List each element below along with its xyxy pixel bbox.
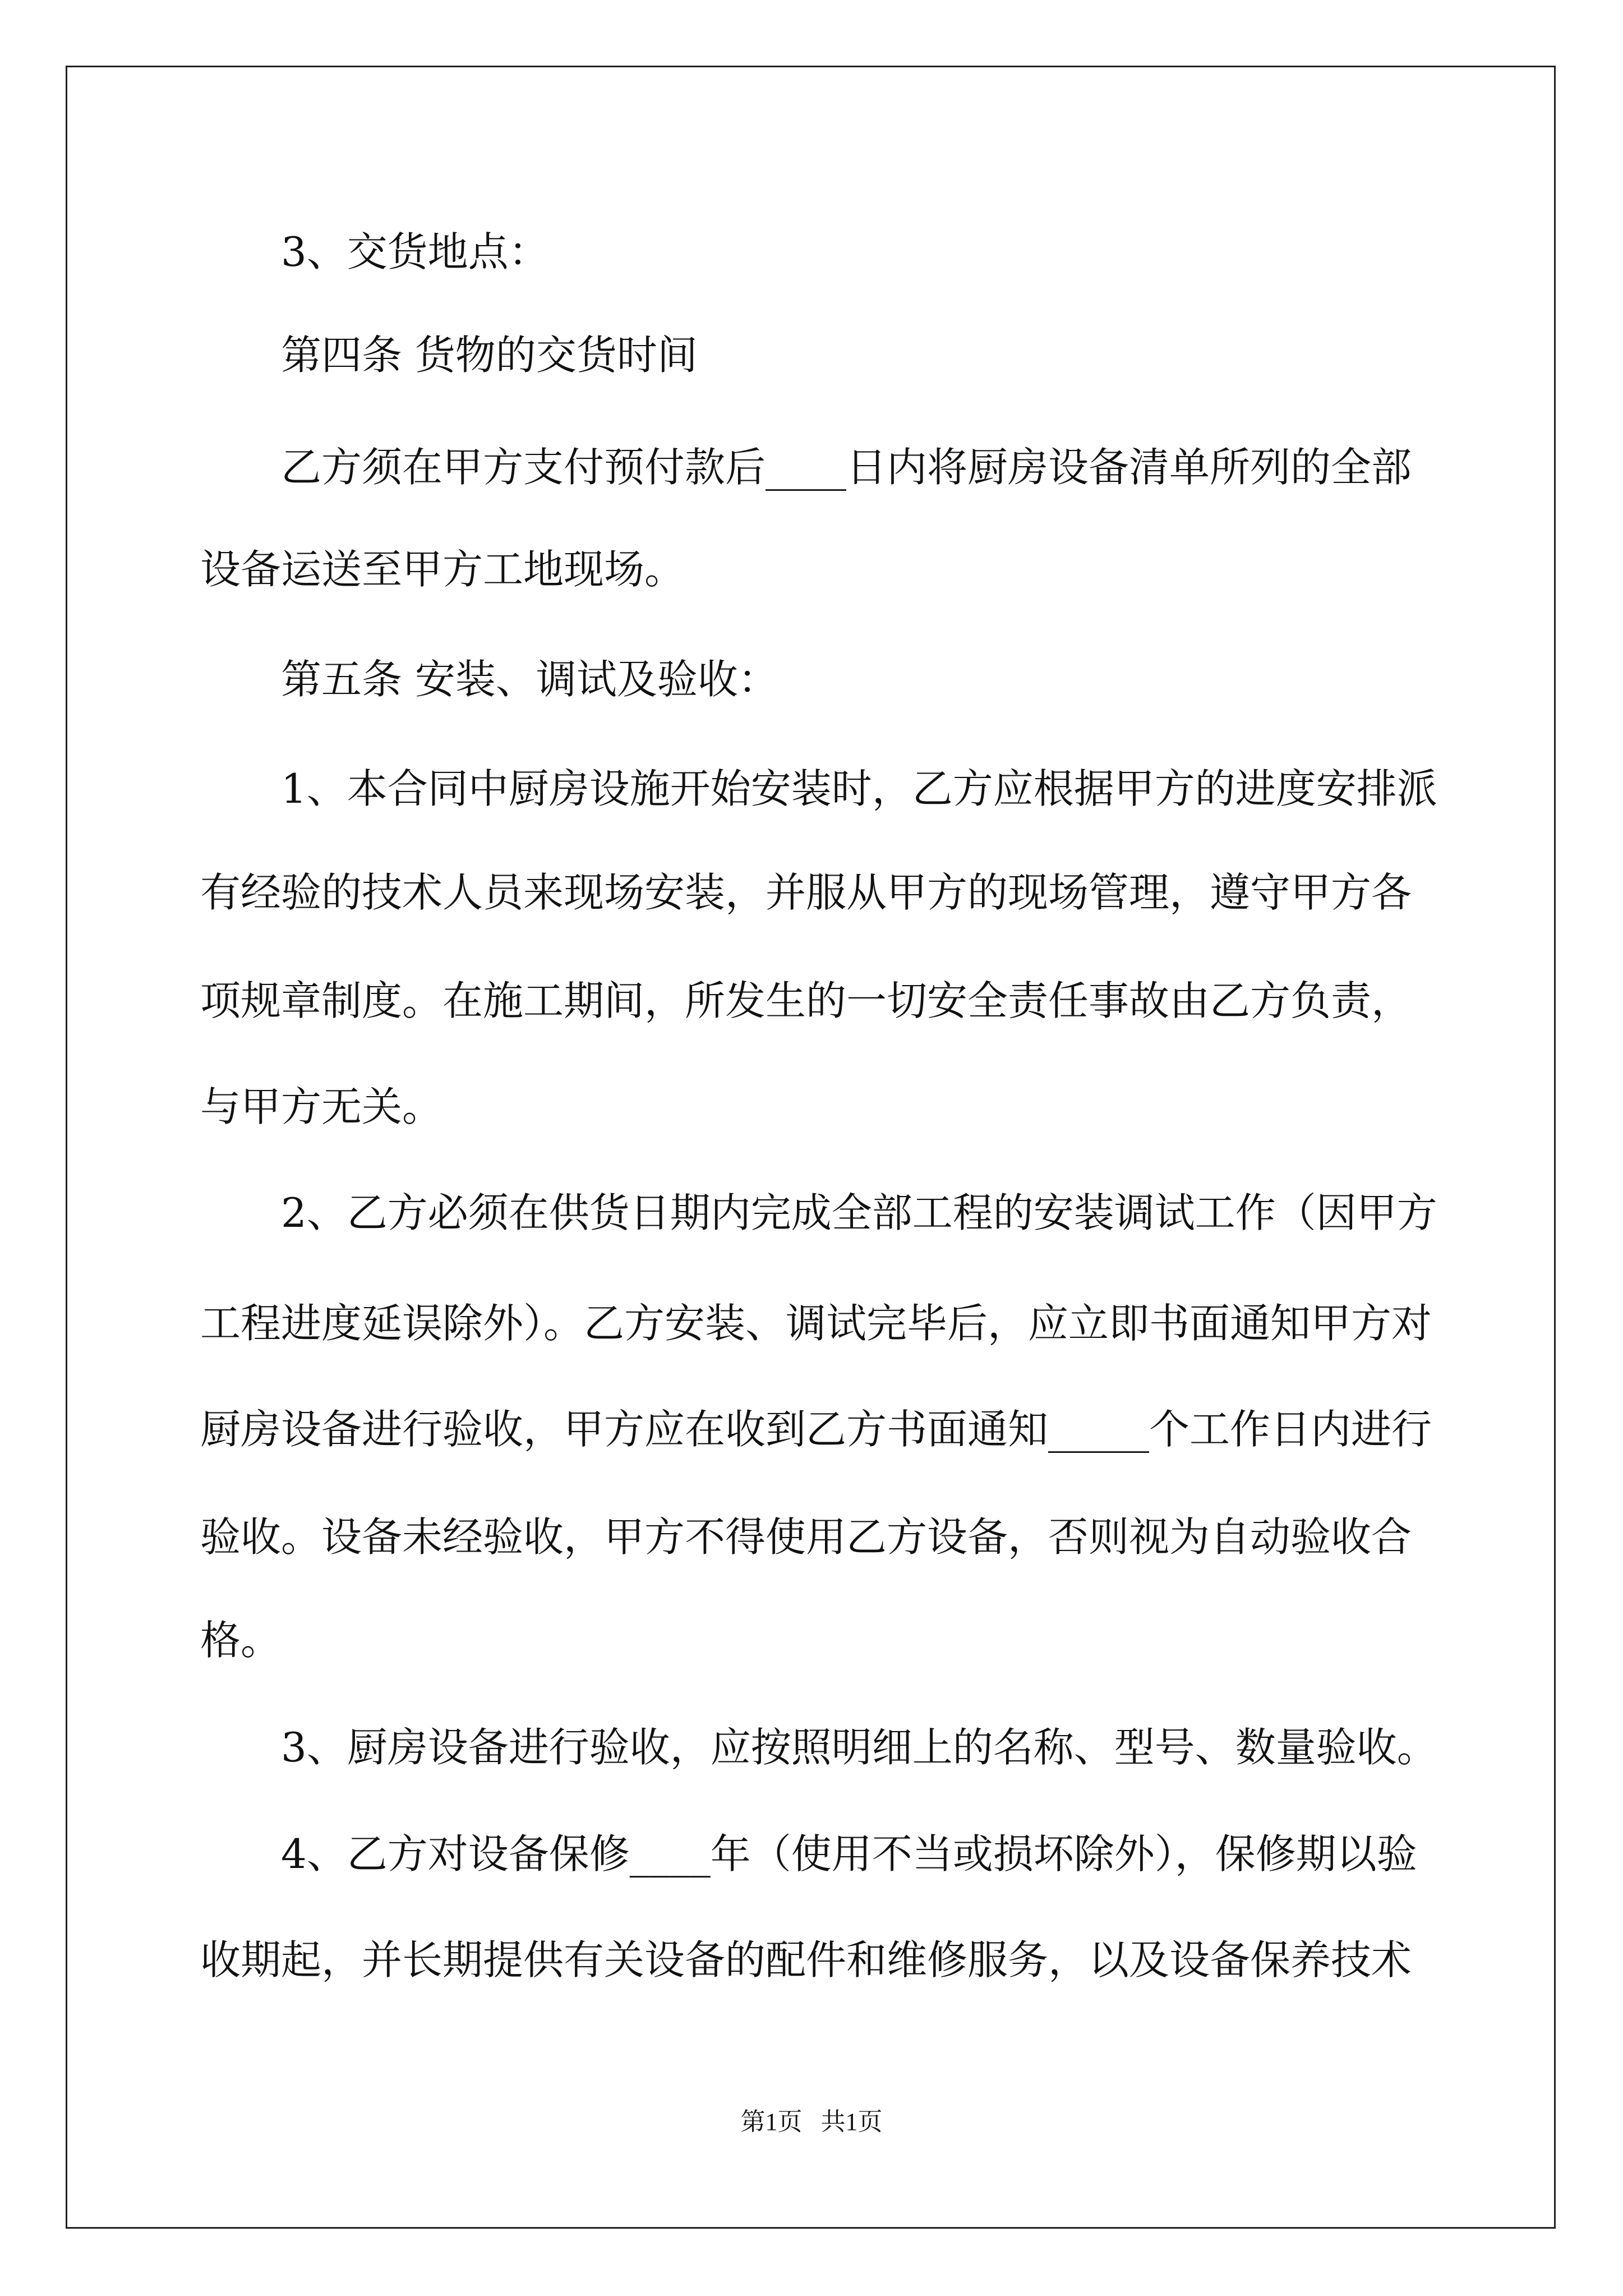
article-4-heading: 第四条 货物的交货时间 [281, 332, 698, 379]
article-5-item-1-line-1: 1、本合同中厨房设施开始安装时，乙方应根据甲方的进度安排派 [281, 765, 1437, 812]
page-number: 第1页 共1页 [740, 2108, 883, 2136]
article-5-item-2-line-5: 格。 [200, 1617, 282, 1664]
page-footer [0, 2106, 1623, 2138]
article-5-item-1-line-3: 项规章制度。在施工期间，所发生的一切安全责任事故由乙方负责， [200, 977, 1412, 1024]
article-5-heading: 第五条 安装、调试及验收： [281, 656, 778, 703]
article-5-item-1-line-2: 有经验的技术人员来现场安装，并服从甲方的现场管理，遵守甲方各 [200, 869, 1412, 916]
article-4-text-line-2: 设备运送至甲方工地现场。 [200, 546, 685, 593]
article-5-item-2-line-3: 厨房设备进行验收，甲方应在收到乙方书面通知_____个工作日内进行 [200, 1406, 1432, 1453]
article-5-item-4-line-2: 收期起，并长期提供有关设备的配件和维修服务，以及设备保养技术 [200, 1936, 1412, 1984]
article-5-item-3: 3、厨房设备进行验收，应按照明细上的名称、型号、数量验收。 [281, 1724, 1437, 1771]
article-5-item-1-line-4: 与甲方无关。 [200, 1083, 443, 1130]
article-5-item-2-line-2: 工程进度延误除外）。乙方安装、调试完毕后，应立即书面通知甲方对 [200, 1300, 1432, 1347]
article-5-item-4-line-1: 4、乙方对设备保修____年（使用不当或损坏除外），保修期以验 [281, 1830, 1417, 1878]
article-5-item-2-line-1: 2、乙方必须在供货日期内完成全部工程的安装调试工作（因甲方 [281, 1189, 1437, 1236]
clause-3-delivery-place: 3、交货地点： [281, 228, 549, 275]
article-4-text-line-1: 乙方须在甲方支付预付款后____日内将厨房设备清单所列的全部 [281, 444, 1412, 491]
article-5-item-2-line-4: 验收。设备未经验收，甲方不得使用乙方设备，否则视为自动验收合 [200, 1513, 1412, 1561]
page-border [66, 66, 1556, 2229]
